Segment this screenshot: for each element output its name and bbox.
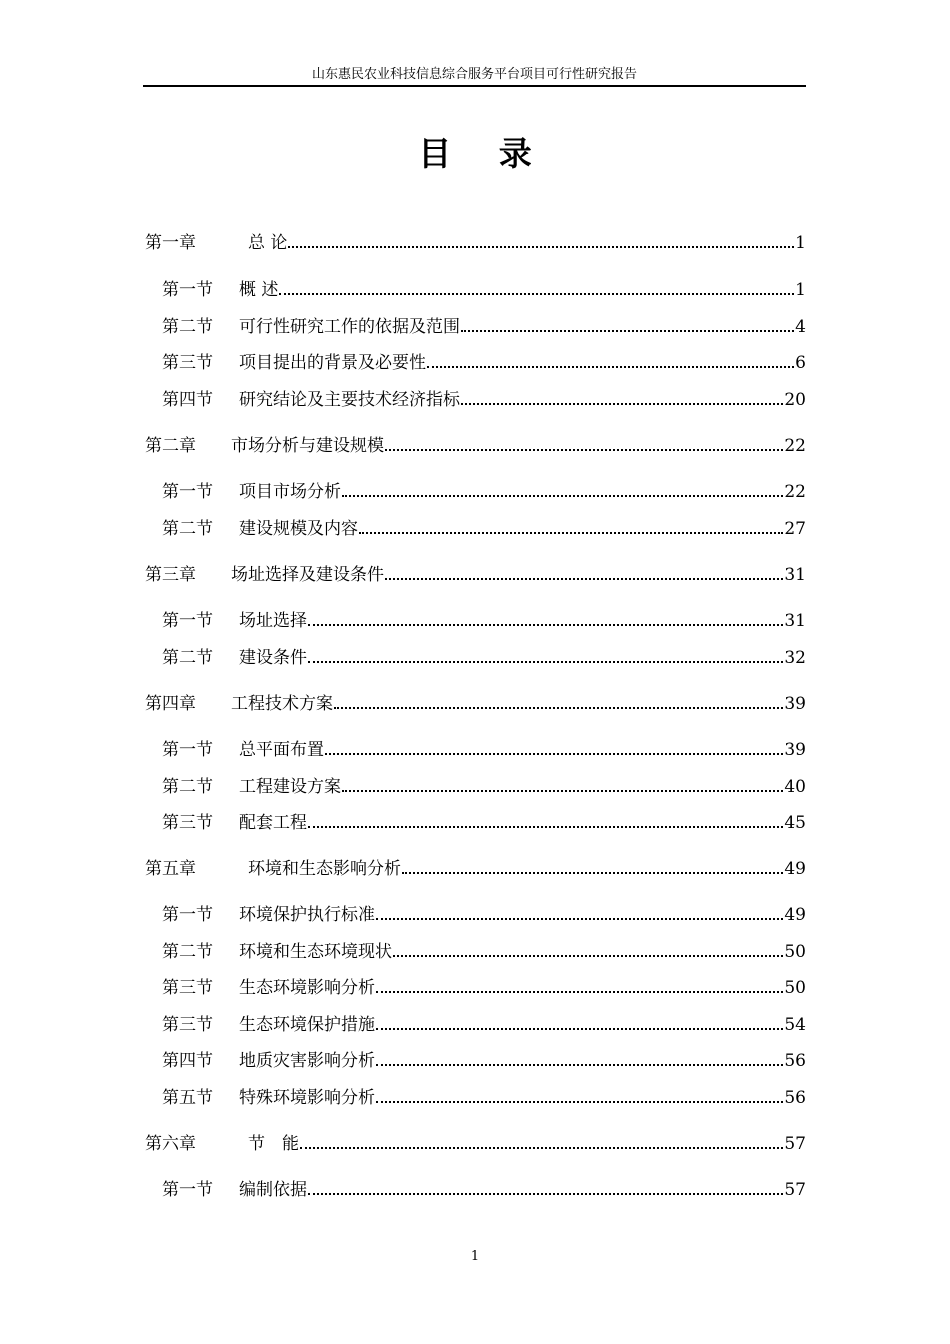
toc-section-entry[interactable] [162,312,806,338]
toc-entry-label: 总 论 [231,233,288,253]
running-header: 山东惠民农业科技信息综合服务平台项目可行性研究报告 [143,66,806,87]
toc-section-entry[interactable] [162,514,806,540]
toc-entry-label: 地质灾害影响分析 [239,1051,375,1071]
toc-dot-leader [427,366,794,368]
toc-entry-page: 57 [784,1134,806,1154]
toc-entry-page: 32 [784,648,806,668]
toc-dot-leader [461,330,794,332]
toc-section-entry[interactable] [162,772,806,798]
toc-dot-leader [342,790,783,792]
toc-entry-label: 概 述 [239,280,279,300]
toc-entry-number: 第一节 [162,905,213,925]
toc-entry-number: 第二节 [162,519,213,539]
toc-entry-number: 第一节 [162,740,213,760]
toc-entry-number: 第三节 [162,1015,213,1035]
toc-dot-leader [402,872,783,874]
toc-section-entry[interactable] [162,1010,806,1036]
toc-entry-label: 生态环境保护措施 [239,1015,375,1035]
toc-entry-label: 节 能 [231,1134,299,1154]
toc-entry-number: 第四节 [162,390,213,410]
toc-entry-number: 第六章 [145,1134,196,1154]
toc-entry-page: 22 [784,482,806,502]
toc-entry-page: 39 [784,694,806,714]
toc-dot-leader [385,578,783,580]
toc-entry-label: 市场分析与建设规模 [231,436,384,456]
toc-entry-label: 可行性研究工作的依据及范围 [239,317,460,337]
toc-chapter-entry[interactable] [145,1129,806,1155]
toc-dot-leader [376,1028,783,1030]
toc-dot-leader [308,826,783,828]
toc-entry-page: 27 [784,519,806,539]
toc-section-entry[interactable] [162,275,806,301]
toc-entry-number: 第一节 [162,482,213,502]
toc-dot-leader [393,955,783,957]
toc-entry-page: 6 [795,353,806,373]
toc-entry-number: 第三节 [162,813,213,833]
toc-section-entry[interactable] [162,385,806,411]
toc-section-entry[interactable] [162,1175,806,1201]
toc-entry-label: 研究结论及主要技术经济指标 [239,390,460,410]
toc-section-entry[interactable] [162,735,806,761]
toc-dot-leader [376,991,783,993]
toc-entry-number: 第四章 [145,694,196,714]
toc-section-entry[interactable] [162,1046,806,1072]
toc-section-entry[interactable] [162,808,806,834]
page-title: 目 录 [418,134,550,173]
toc-entry-label: 环境和生态环境现状 [239,942,392,962]
toc-entry-number: 第一节 [162,611,213,631]
toc-dot-leader [300,1147,783,1149]
toc-entry-page: 31 [784,565,806,585]
toc-dot-leader [325,753,783,755]
toc-entry-page: 49 [784,859,806,879]
toc-entry-number: 第一章 [145,233,196,253]
toc-entry-number: 第一节 [162,1180,213,1200]
toc-chapter-entry[interactable] [145,854,806,880]
toc-dot-leader [376,918,783,920]
toc-entry-page: 20 [784,390,806,410]
toc-entry-label: 编制依据 [239,1180,307,1200]
toc-section-entry[interactable] [162,937,806,963]
toc-entry-page: 39 [784,740,806,760]
toc-entry-number: 第一节 [162,280,213,300]
toc-entry-number: 第二章 [145,436,196,456]
toc-section-entry[interactable] [162,606,806,632]
toc-section-entry[interactable] [162,643,806,669]
toc-entry-page: 40 [784,777,806,797]
toc-dot-leader [342,495,783,497]
toc-entry-label: 工程建设方案 [239,777,341,797]
toc-entry-page: 54 [784,1015,806,1035]
toc-chapter-entry[interactable] [145,228,806,254]
toc-entry-label: 环境和生态影响分析 [231,859,401,879]
toc-chapter-entry[interactable] [145,431,806,457]
toc-entry-label: 工程技术方案 [231,694,333,714]
toc-dot-leader [376,1064,783,1066]
toc-entry-page: 49 [784,905,806,925]
toc-entry-number: 第四节 [162,1051,213,1071]
toc-entry-number: 第三节 [162,353,213,373]
toc-section-entry[interactable] [162,973,806,999]
toc-section-entry[interactable] [162,477,806,503]
toc-dot-leader [308,1193,783,1195]
toc-entry-page: 22 [784,436,806,456]
toc-dot-leader [279,293,794,295]
toc-entry-number: 第五章 [145,859,196,879]
toc-entry-label: 生态环境影响分析 [239,978,375,998]
toc-dot-leader [334,707,783,709]
toc-entry-label: 建设条件 [239,648,307,668]
toc-entry-number: 第二节 [162,942,213,962]
toc-entry-label: 项目市场分析 [239,482,341,502]
toc-entry-label: 建设规模及内容 [239,519,358,539]
toc-dot-leader [288,246,794,248]
toc-entry-page: 45 [784,813,806,833]
toc-dot-leader [308,624,783,626]
toc-entry-page: 4 [795,317,806,337]
toc-dot-leader [359,532,783,534]
toc-dot-leader [308,661,783,663]
toc-entry-number: 第三章 [145,565,196,585]
toc-section-entry[interactable] [162,348,806,374]
toc-entry-page: 57 [784,1180,806,1200]
toc-chapter-entry[interactable] [145,689,806,715]
toc-entry-page: 56 [784,1051,806,1071]
toc-entry-page: 50 [784,942,806,962]
toc-dot-leader [461,403,783,405]
toc-entry-number: 第二节 [162,648,213,668]
toc-chapter-entry[interactable] [145,560,806,586]
page-number: 1 [470,1249,480,1264]
toc-entry-page: 50 [784,978,806,998]
toc-entry-label: 配套工程 [239,813,307,833]
toc-entry-label: 环境保护执行标准 [239,905,375,925]
toc-entry-page: 1 [795,280,806,300]
toc-dot-leader [376,1101,783,1103]
toc-entry-number: 第五节 [162,1088,213,1108]
toc-entry-label: 场址选择及建设条件 [231,565,384,585]
toc-entry-label: 项目提出的背景及必要性 [239,353,426,373]
toc-section-entry[interactable] [162,900,806,926]
toc-entry-page: 31 [784,611,806,631]
toc-entry-label: 特殊环境影响分析 [239,1088,375,1108]
toc-entry-page: 56 [784,1088,806,1108]
toc-entry-label: 场址选择 [239,611,307,631]
toc-entry-label: 总平面布置 [239,740,324,760]
toc-entry-number: 第二节 [162,317,213,337]
toc-entry-number: 第二节 [162,777,213,797]
toc-entry-page: 1 [795,233,806,253]
toc-entry-number: 第三节 [162,978,213,998]
toc-section-entry[interactable] [162,1083,806,1109]
toc-dot-leader [385,449,783,451]
